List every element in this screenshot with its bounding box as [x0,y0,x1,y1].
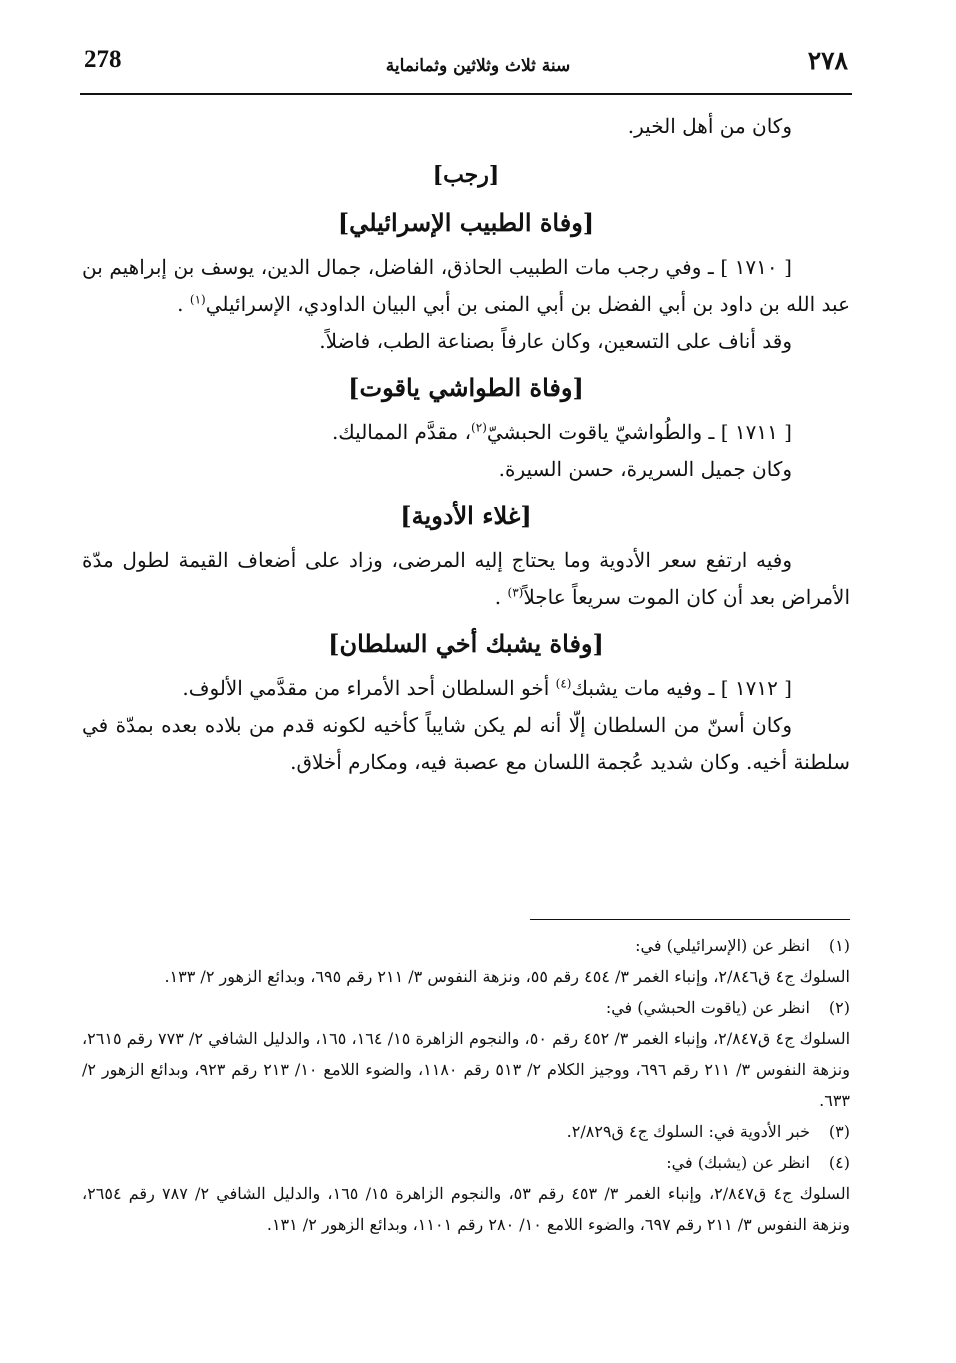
footnote [82,1147,850,1240]
page-number-latin: 278 [84,46,122,73]
paragraph: وكان أسنّ من السلطان إلّا أنه لم يكن شايباً كأخيه لكونه قدم من بلاده بعده بمدّة في سلطنة أخيه. وكان شديد عُجمة اللسان مع عصبة فيه، ومكارم أخلاق. [82,713,850,774]
footnote-ref: (١) [189,292,206,307]
entry-1710 [82,249,850,323]
entry-1711 [82,414,850,451]
running-title: سنة ثلاث وثلاثين وثمانماية [385,56,571,76]
header-rule [80,93,852,95]
footnote-intro: انظر عن (يشبك) في: [666,1153,810,1172]
entry-number: [ ١٧١٠ ] [720,255,792,279]
footnote-intro: انظر عن (ياقوت الحبشي) في: [605,998,810,1017]
footnote-text: السلوك ج٤ ق٢/٨٤٧، وإنباء الغمر ٣/ ٤٥٢ رقم ٥٠، والنجوم الزاهرة ١٥/ ١٦٤، ١٦٥، والدليل الشافي ٢/ ٧٧٣ رقم ٢٦١٥، ونزهة النفوس ٣/ ٢١١ رقم ٦٩٦، ووجيز الكلام ٢/ ٥١٣ رقم ١١٨٠، والضوء اللامع ١٠/ ٢١٣ رقم ٩٢٣، وبدائع الزهور ٢/ ٦٣٣. [82,1029,851,1110]
footnote-number: (٣) [828,1122,850,1141]
footnotes [82,930,850,1240]
section-heading: [رجب] [432,162,500,188]
footnote-rule [530,919,850,920]
paragraph [82,542,850,616]
entry-number: [ ١٧١١ ] [720,420,792,444]
footnote-intro: انظر عن (الإسرائيلي) في: [635,936,810,955]
paragraph-end: . [494,585,502,609]
footnote [82,992,850,1116]
entry-text: ـ وفيه مات يشبك [571,676,715,700]
footnote-intro: خبر الأدوية في: السلوك ج٤ ق٢/٨٢٩. [566,1122,810,1141]
body-text [82,108,850,781]
paragraph: وكان جميل السريرة، حسن السيرة. [498,457,792,481]
entry-text: ـ وفي رجب مات الطبيب الحاذق، الفاضل، جمال الدين، يوسف بن إبراهيم بن عبد الله بن داود بن أبي الفضل بن أبي المنى بن أبي البيان الداودي، الإسرائيلي [82,255,850,316]
paragraph: وكان من أهل الخير. [627,114,792,138]
footnote-ref: (٣) [507,585,524,600]
entry-end: ، مقدَّم المماليك. [331,420,472,444]
footnote-number: (٢) [828,998,850,1017]
footnote-text: السلوك ج٤ ق٢/٨٤٦، وإنباء الغمر ٣/ ٤٥٤ رقم ٥٥، ونزهة النفوس ٣/ ٢١١ رقم ٦٩٥، وبدائع الزهور ٢/ ١٣٣. [164,967,850,986]
section-heading: [وفاة الطواشي ياقوت] [348,373,584,402]
footnote-number: (٤) [828,1153,850,1172]
entry-end: . [177,292,184,316]
paragraph: وقد أناف على التسعين، وكان عارفاً بصناعة الطب، فاضلاً. [319,329,792,353]
entry-end: أخو السلطان أحد الأمراء من مقدَّمي الألوف. [182,676,556,700]
footnote-ref: (٤) [555,676,572,691]
entry-1712 [82,670,850,707]
footnote-ref: (٢) [471,420,487,435]
page-number-arabic: ٢٧٨ [807,46,848,75]
footnote [82,930,850,992]
section-heading: [وفاة يشبك أخي السلطان] [328,629,604,658]
section-heading: [وفاة الطبيب الإسرائيلي] [337,208,595,237]
footnote-number: (١) [828,936,850,955]
entry-text: ـ والطُواشيّ ياقوت الحبشيّ [486,420,715,444]
footnote-text: السلوك ج٤ ق٢/٨٤٧، وإنباء الغمر ٣/ ٤٥٣ رقم ٥٣، والنجوم الزاهرة ١٥/ ١٦٥، والدليل الشافي ٢/ ٧٨٧ رقم ٢٦٥٤، ونزهة النفوس ٣/ ٢١١ رقم ٦٩٧، والضوء اللامع ١٠/ ٢٨٠ رقم ١١٠١، وبدائع الزهور ٢/ ١٣١. [82,1184,851,1234]
entry-number: [ ١٧١٢ ] [720,676,792,700]
footnote [82,1116,850,1147]
section-heading: [غلاء الأدوية] [400,501,532,530]
paragraph-text: وفيه ارتفع سعر الأدوية وما يحتاج إليه المرضى، وزاد على أضعاف القيمة لطول مدّة الأمراض بعد أن كان الموت سريعاً عاجلاً [82,548,850,609]
